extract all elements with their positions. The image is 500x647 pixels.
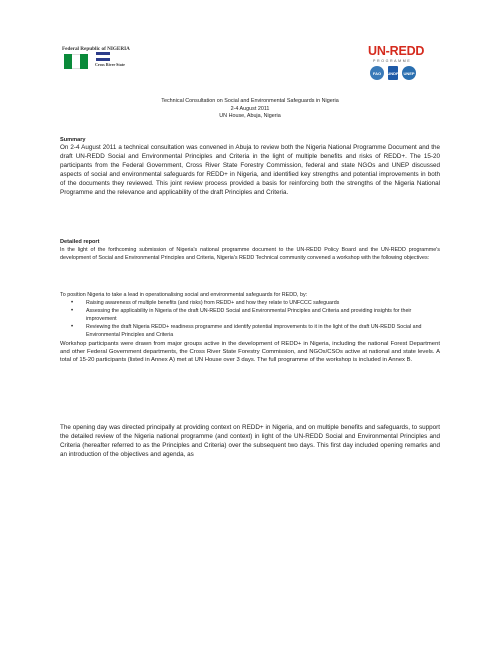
opening-paragraph: The opening day was directed principally at providing context on REDD+ in Nigeria, and on multiple benefits and safeguards, to support the detailed review of the Nigeria national programme (and context) in light of the UN-REDD Social and Environmental Principles and Criteria (hereafter referred to as the Principles and Criteria) over the subsequent two days. This first day included opening remarks and an introduction of the objectives and agenda, as [60, 424, 440, 458]
un-redd-logo [368, 44, 448, 84]
cross-river-flag-icon [96, 52, 110, 61]
objectives-list [60, 299, 440, 339]
document-title [60, 98, 440, 121]
summary-section [60, 137, 440, 197]
fao-icon: FAO [370, 66, 384, 80]
summary-paragraph: On 2-4 August 2011 a technical consultation was convened in Abuja to review both the Nigeria National Programme Document and the draft UN-REDD Social and Environmental Principles and Criteria in the light of multiple benefits and risks of REDD+. The 15-20 participants from the Federal Government, Cross River State Forestry Commission, federal and state NGOs and UNEP discussed aspects of social and environmental safeguards for REDD+ in Nigeria, and identified key strengths and potential improvements in both of the documents they reviewed. This joint review process provided a basis for reinforcing both the strengths of the Nigeria National Programme and the relevance and applicability of the draft Principles and Criteria. [60, 144, 440, 196]
title-date: 2-4 August 2011 [230, 105, 270, 112]
opening-section [60, 424, 440, 460]
programme-tagline: PROGRAMME [373, 59, 412, 63]
undp-icon: UNDP [388, 66, 398, 80]
list-item: • Raising awareness of multiple benefits (and risks) from REDD+ and how they relate to UNFCCC safeguards [60, 299, 440, 307]
detailed-report-section [60, 239, 440, 262]
nigeria-logo [60, 46, 140, 76]
list-item: • Reviewing the draft Nigeria REDD+ readiness programme and identify potential improvements to it in the light of the draft UN-REDD Social and Environmental Principles and Criteria [60, 323, 440, 339]
detailed-intro-paragraph: In the light of the forthcoming submission of Nigeria's national programme document to the UN-REDD Policy Board and the UN-REDD programme's development of Social and Environmental Principles and Criteria, Nigeria's REDD Technical community convened a workshop with the following objectives: [60, 247, 440, 262]
unep-icon: UNEP [402, 66, 416, 80]
un-redd-wordmark: UN-REDD [368, 44, 425, 58]
list-item: • Assessing the applicability in Nigeria of the draft UN-REDD Social and Environmental Principles and Criteria and providing insights for their improvement [60, 307, 440, 323]
summary-heading: Summary [60, 137, 86, 143]
detailed-report-heading: Detailed report [60, 239, 100, 245]
federal-republic-label: Federal Republic of NIGERIA [62, 46, 130, 52]
participants-paragraph: Workshop participants were drawn from major groups active in the development of REDD+ in Nigeria, including the national Forest Department and other Federal Government departments, the Cross River State Forestry Commission, and NGOs/CSOs active at national and state levels. A total of 15-20 participants (listed in Annex A) met at UN House over 3 days. The full programme of the workshop is included in Annex B. [60, 340, 440, 363]
title-line: Technical Consultation on Social and Environmental Safeguards in Nigeria [161, 98, 339, 104]
objectives-lead: To position Nigeria to take a lead in operationalising social and environmental safeguards for REDD, by: [60, 292, 308, 298]
nigeria-flag-icon [64, 54, 88, 69]
agency-icons [370, 66, 416, 80]
objectives-section [60, 291, 440, 364]
title-location: UN House, Abuja, Nigeria [219, 113, 281, 120]
cross-river-label: Cross River State [95, 62, 125, 67]
